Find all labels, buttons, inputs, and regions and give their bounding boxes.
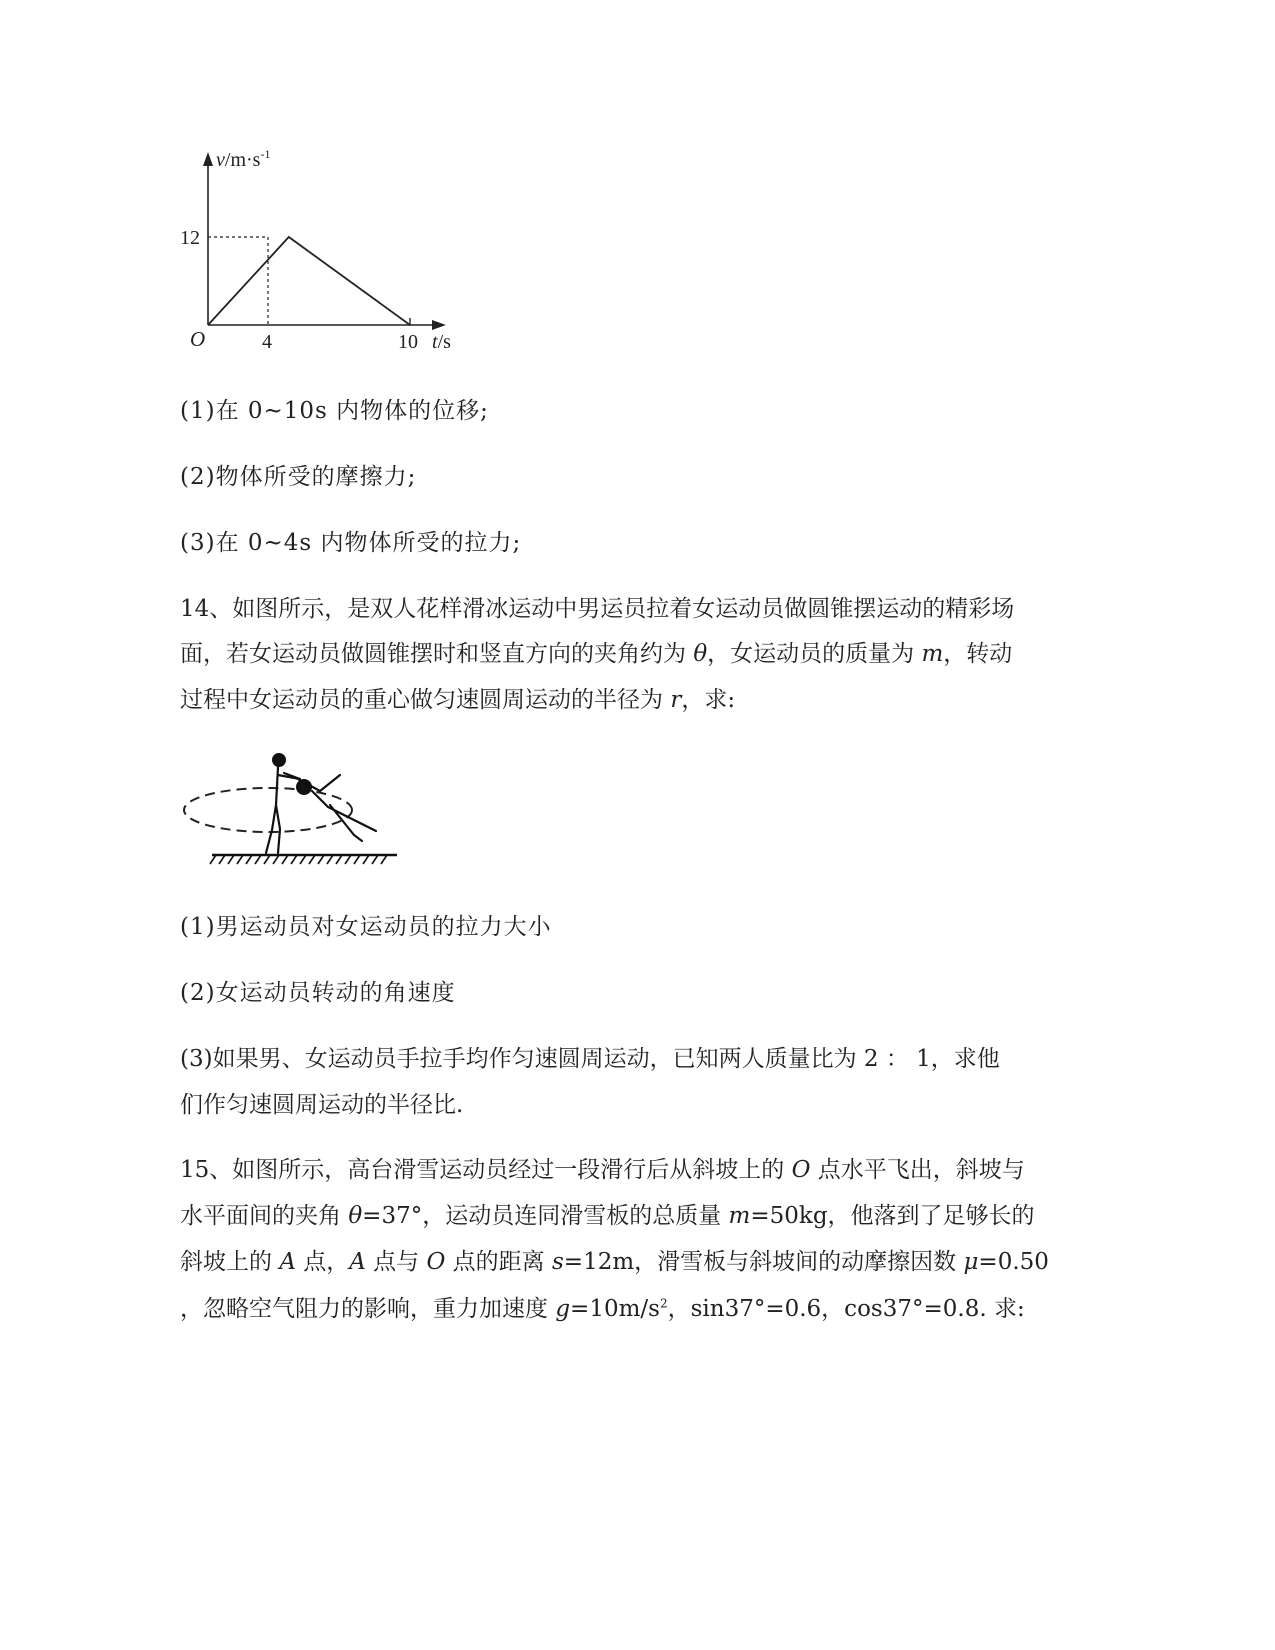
hatch-mark bbox=[345, 855, 351, 864]
mass-symbol: m bbox=[728, 1203, 751, 1229]
hatch-mark bbox=[291, 855, 297, 864]
q15-stem-line1 bbox=[180, 1151, 1025, 1184]
velocity-time-graph bbox=[180, 140, 480, 360]
q15-text: =0.50 bbox=[978, 1249, 1049, 1275]
point-A-symbol: A bbox=[349, 1249, 366, 1275]
distance-symbol: s bbox=[551, 1249, 564, 1275]
x-axis-label: t/s bbox=[432, 331, 451, 353]
hatch-mark bbox=[228, 855, 234, 864]
hatch-mark bbox=[372, 855, 378, 864]
q15-stem-line2 bbox=[180, 1197, 1035, 1230]
q15-text: 点， bbox=[295, 1249, 350, 1275]
y-axis-label: $v/m\cdot s^{-1}$ bbox=[216, 147, 271, 171]
q13-part3: (3)在 0~4s 内物体所受的拉力; bbox=[180, 530, 522, 556]
circular-path bbox=[184, 788, 352, 832]
q14-text: ，求: bbox=[681, 687, 736, 713]
hatch-mark bbox=[246, 855, 252, 864]
x-tick-label-10: 10 bbox=[398, 331, 418, 353]
q15-text: 点的距离 bbox=[445, 1249, 552, 1275]
mu-symbol: μ bbox=[963, 1249, 979, 1275]
hatch-mark bbox=[237, 855, 243, 864]
q15-text: =12m，滑雪板与斜坡间的动摩擦因数 bbox=[563, 1249, 964, 1275]
velocity-line bbox=[208, 237, 410, 325]
point-O-symbol: O bbox=[426, 1249, 446, 1275]
q15-text: 点水平飞出，斜坡与 bbox=[810, 1157, 1025, 1183]
q14-part3-line2: 们作匀速圆周运动的半径比. bbox=[180, 1092, 464, 1118]
q15-text: =50kg，他落到了足够长的 bbox=[750, 1203, 1035, 1229]
hatch-mark bbox=[282, 855, 288, 864]
q15-text: ，忽略空气阻力的影响，重力加速度 bbox=[180, 1296, 556, 1322]
q14-stem-line2 bbox=[180, 635, 1012, 668]
q13-part2: (2)物体所受的摩擦力; bbox=[180, 464, 417, 490]
radius-symbol: r bbox=[670, 687, 682, 713]
figure-skating-illustration bbox=[180, 745, 400, 870]
q14-text: 过程中女运动员的重心做匀速圆周运动的半径为 bbox=[180, 687, 671, 713]
hatch-mark bbox=[336, 855, 342, 864]
hatch-mark bbox=[255, 855, 261, 864]
gravity-symbol: g bbox=[555, 1296, 571, 1322]
mass-symbol: m bbox=[921, 641, 944, 667]
q14-part3-line1: (3)如果男、女运动员手拉手均作匀速圆周运动，已知两人质量比为 2 ： 1，求他 bbox=[180, 1046, 1000, 1072]
q15-text: ，sin37°=0.6，cos37°=0.8. 求: bbox=[667, 1296, 1025, 1322]
point-O-symbol: O bbox=[791, 1157, 811, 1183]
x-axis-arrow bbox=[432, 320, 446, 330]
hatch-mark bbox=[318, 855, 324, 864]
exponent: 2 bbox=[659, 1296, 668, 1311]
ground-hatching bbox=[210, 855, 387, 864]
hatch-mark bbox=[309, 855, 315, 864]
q15-text: 15、如图所示，高台滑雪运动员经过一段滑行后从斜坡上的 bbox=[180, 1157, 792, 1183]
hatch-mark bbox=[354, 855, 360, 864]
hatch-mark bbox=[381, 855, 387, 864]
hatch-mark bbox=[264, 855, 270, 864]
hatch-mark bbox=[327, 855, 333, 864]
q14-text: ，女运动员的质量为 bbox=[707, 641, 922, 667]
q14-stem-line1: 14、如图所示，是双人花样滑冰运动中男运员拉着女运动员做圆锥摆运动的精彩场 bbox=[180, 596, 1015, 622]
theta-symbol: θ bbox=[693, 641, 708, 667]
q15-text: =37°，运动员连同滑雪板的总质量 bbox=[362, 1203, 729, 1229]
hatch-mark bbox=[219, 855, 225, 864]
hatch-mark bbox=[210, 855, 216, 864]
hatch-mark bbox=[300, 855, 306, 864]
q15-stem-line3 bbox=[180, 1243, 1049, 1276]
point-A-symbol: A bbox=[279, 1249, 296, 1275]
theta-symbol: θ bbox=[348, 1203, 363, 1229]
hatch-mark bbox=[363, 855, 369, 864]
q13-part1: (1)在 0~10s 内物体的位移; bbox=[180, 398, 489, 424]
q15-stem-line4 bbox=[180, 1290, 1025, 1323]
y-tick-label-12: 12 bbox=[180, 227, 200, 249]
q15-text: 水平面间的夹角 bbox=[180, 1203, 349, 1229]
q14-text: ，转动 bbox=[943, 641, 1013, 667]
hatch-mark bbox=[273, 855, 279, 864]
q14-part1: (1)男运动员对女运动员的拉力大小 bbox=[180, 914, 552, 940]
q14-stem-line3 bbox=[180, 681, 735, 714]
x-tick-label-4: 4 bbox=[262, 331, 272, 353]
male-skater-body bbox=[266, 767, 300, 853]
q15-text: 点与 bbox=[365, 1249, 427, 1275]
q14-part2: (2)女运动员转动的角速度 bbox=[180, 980, 456, 1006]
q15-text: =10m/s bbox=[570, 1296, 660, 1322]
q15-text: 斜坡上的 bbox=[180, 1249, 280, 1275]
male-skater-head bbox=[272, 753, 286, 767]
q14-text: 面，若女运动员做圆锥摆时和竖直方向的夹角约为 bbox=[180, 641, 694, 667]
origin-label: O bbox=[190, 327, 206, 351]
y-axis-arrow bbox=[203, 152, 213, 166]
